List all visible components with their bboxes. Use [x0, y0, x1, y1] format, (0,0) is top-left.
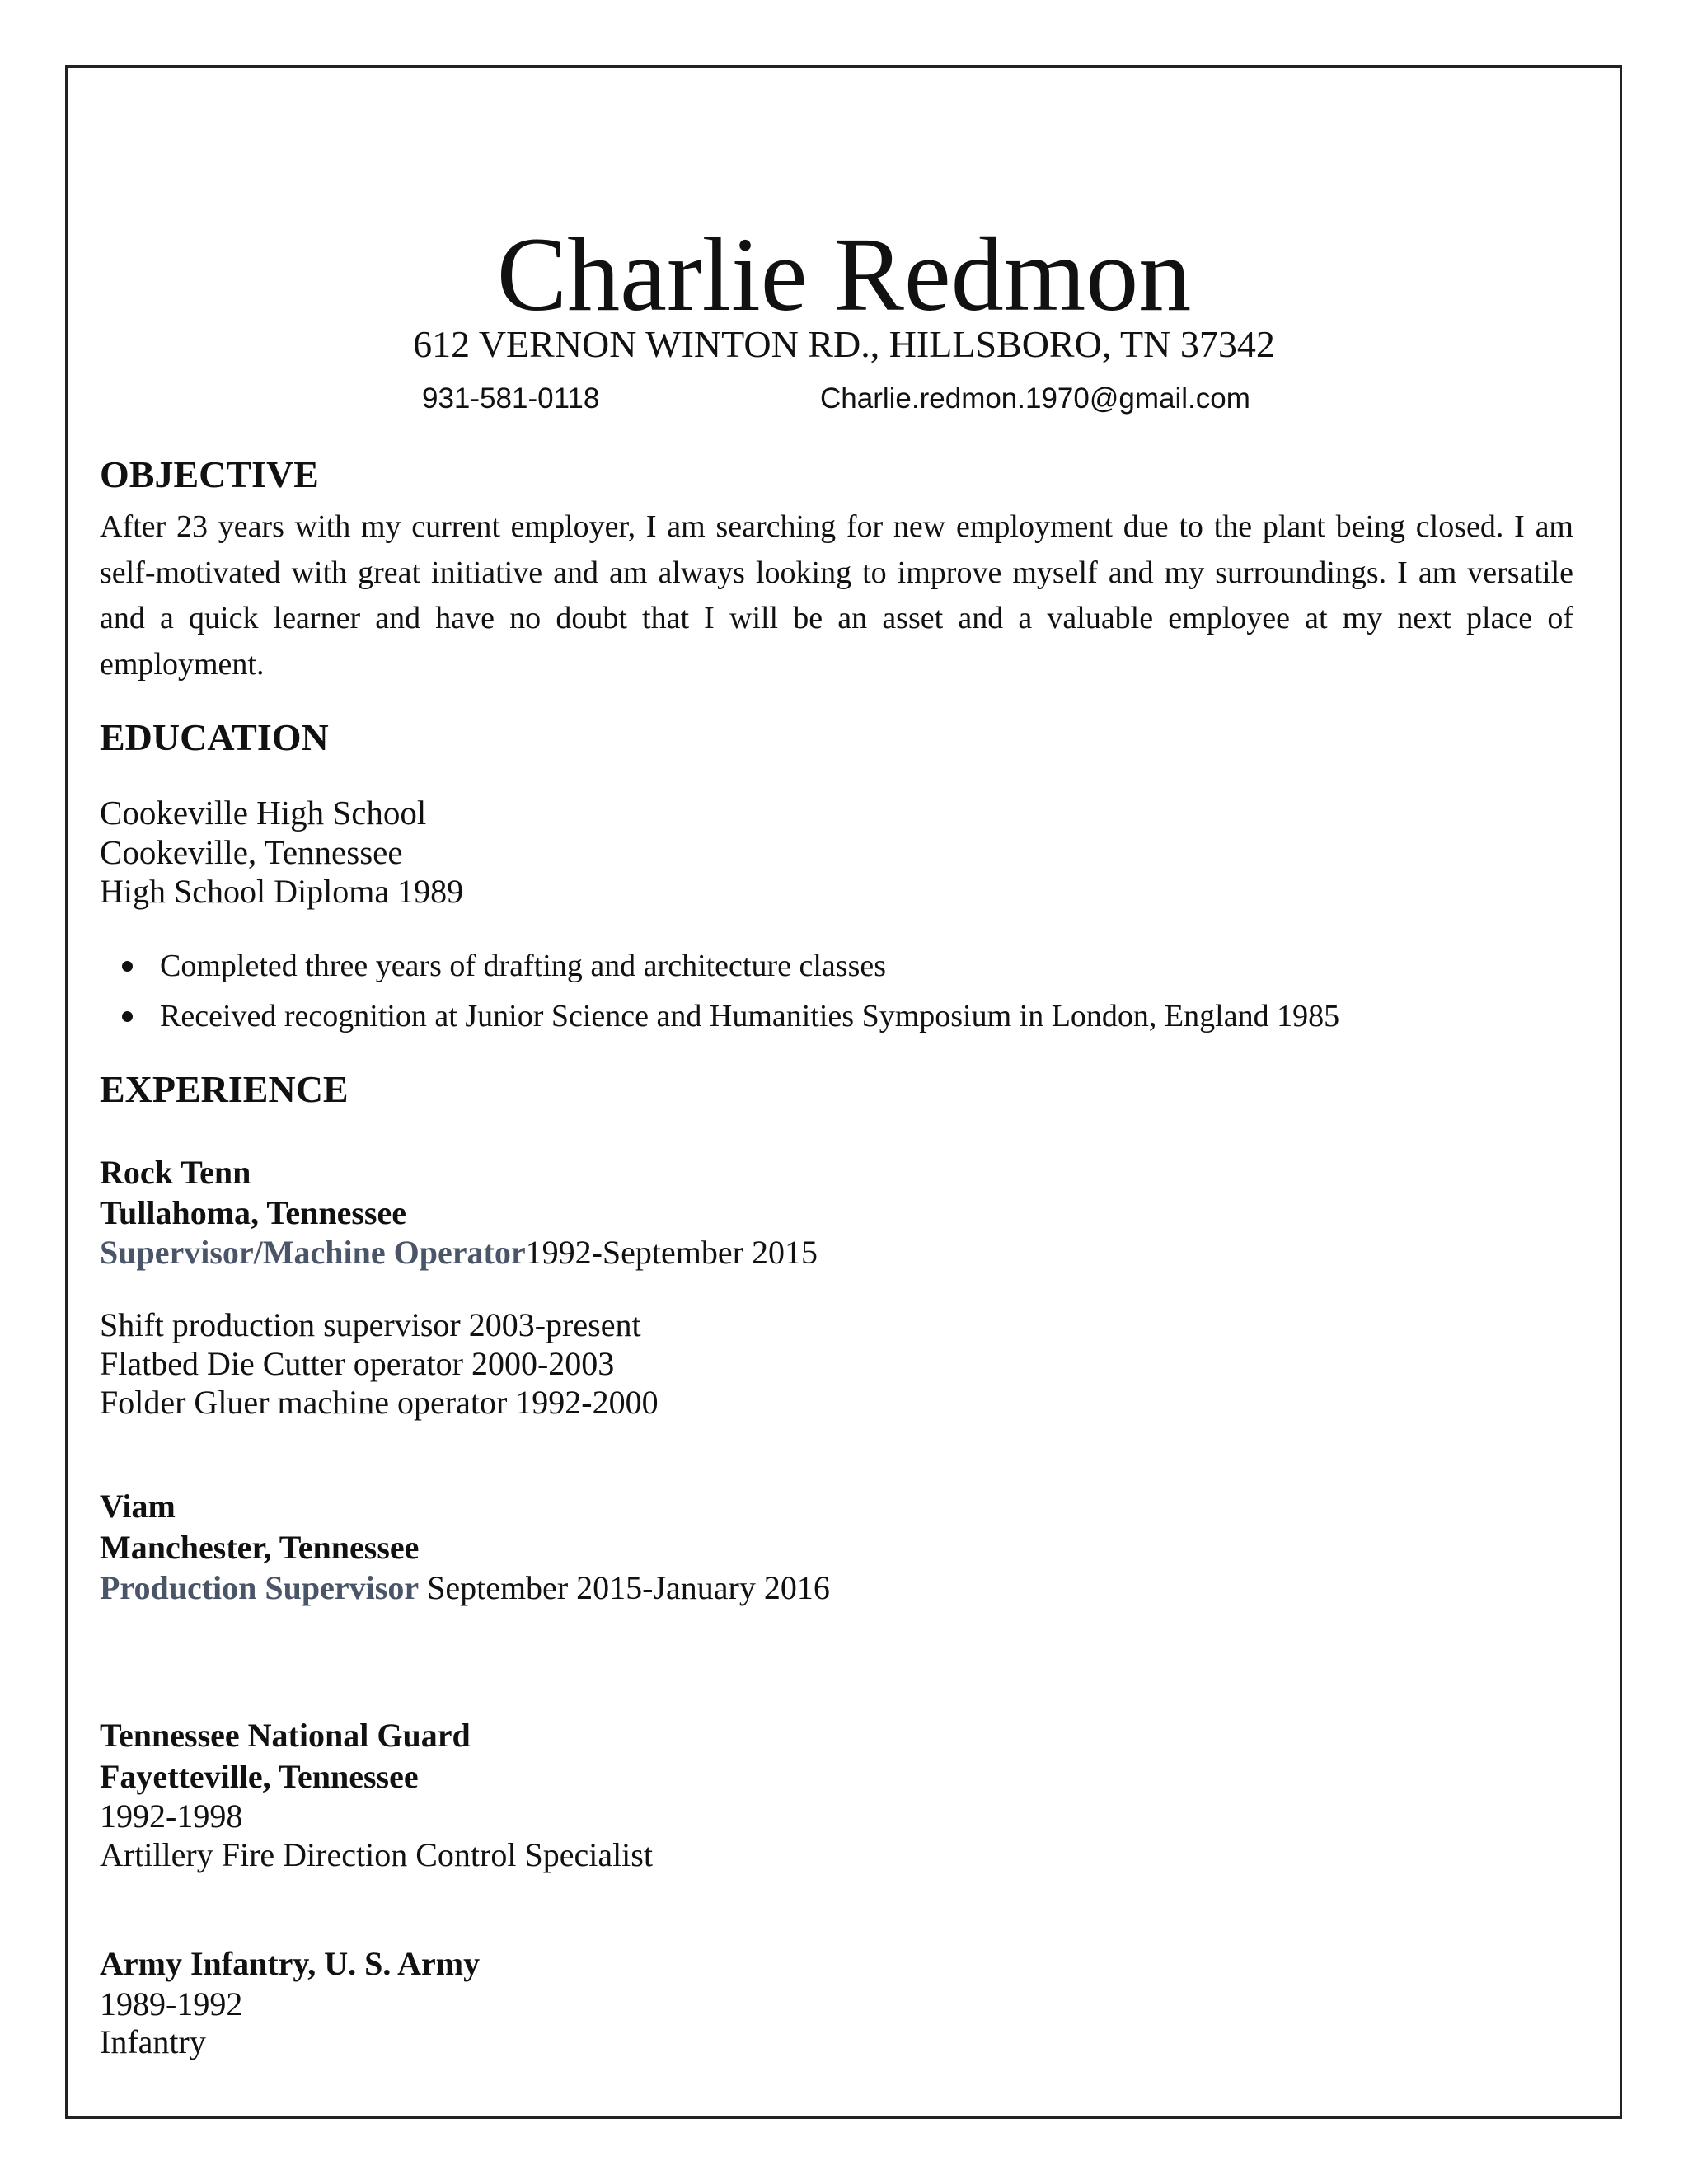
phone-number: 931-581-0118 — [422, 382, 600, 415]
objective-heading: OBJECTIVE — [100, 453, 319, 495]
job-detail: Folder Gluer machine operator 1992-2000 — [100, 1384, 659, 1421]
resume-name: Charlie Redmon — [496, 216, 1192, 333]
school-location: Cookeville, Tennessee — [100, 833, 403, 871]
job-company: Viam — [100, 1488, 176, 1525]
experience-heading: EXPERIENCE — [100, 1068, 349, 1110]
email-address: Charlie.redmon.1970@gmail.com — [820, 382, 1250, 415]
school-name: Cookeville High School — [100, 794, 427, 832]
job-detail: Shift production supervisor 2003-present — [100, 1306, 641, 1343]
job-dates: 1989-1992 — [100, 1985, 243, 2022]
job-company: Rock Tenn — [100, 1154, 251, 1191]
job-role-dates — [100, 1233, 818, 1272]
job-title: Infantry — [100, 2023, 206, 2060]
address: 612 VERNON WINTON RD., HILLSBORO, TN 37342 — [413, 323, 1275, 365]
job-detail: Flatbed Die Cutter operator 2000-2003 — [100, 1345, 615, 1382]
objective-text: After 23 years with my current employer, I am searching for new employment due to the plant being closed. I am self-motivated with great initiative and am always looking to improve myself and my surroundings. I am versatile and a quick learner and have no doubt that I will be an asset and a valuable employee at my next place of employment. — [100, 509, 1573, 682]
job-role-dates — [100, 1568, 830, 1608]
job-company: Tennessee National Guard — [100, 1717, 471, 1754]
job-dates: 1992-1998 — [100, 1797, 243, 1835]
education-heading: EDUCATION — [100, 716, 329, 758]
bullet-icon — [122, 1011, 133, 1022]
job-title: Artillery Fire Direction Control Specialist — [100, 1836, 653, 1873]
job-dates: September 2015-January 2016 — [419, 1569, 830, 1606]
job-role: Production Supervisor — [100, 1569, 420, 1606]
job-dates: 1992-September 2015 — [525, 1234, 818, 1271]
diploma: High School Diploma 1989 — [100, 873, 464, 910]
job-location: Fayetteville, Tennessee — [100, 1758, 419, 1795]
bullet-text: Completed three years of drafting and architecture classes — [160, 949, 887, 983]
bullet-icon — [122, 961, 133, 972]
job-location: Tullahoma, Tennessee — [100, 1194, 406, 1231]
job-company: Army Infantry, U. S. Army — [100, 1945, 481, 1982]
job-role: Supervisor/Machine Operator — [100, 1234, 526, 1271]
job-location: Manchester, Tennessee — [100, 1529, 420, 1566]
bullet-text: Received recognition at Junior Science and Humanities Symposium in London, England 1985 — [160, 999, 1340, 1033]
